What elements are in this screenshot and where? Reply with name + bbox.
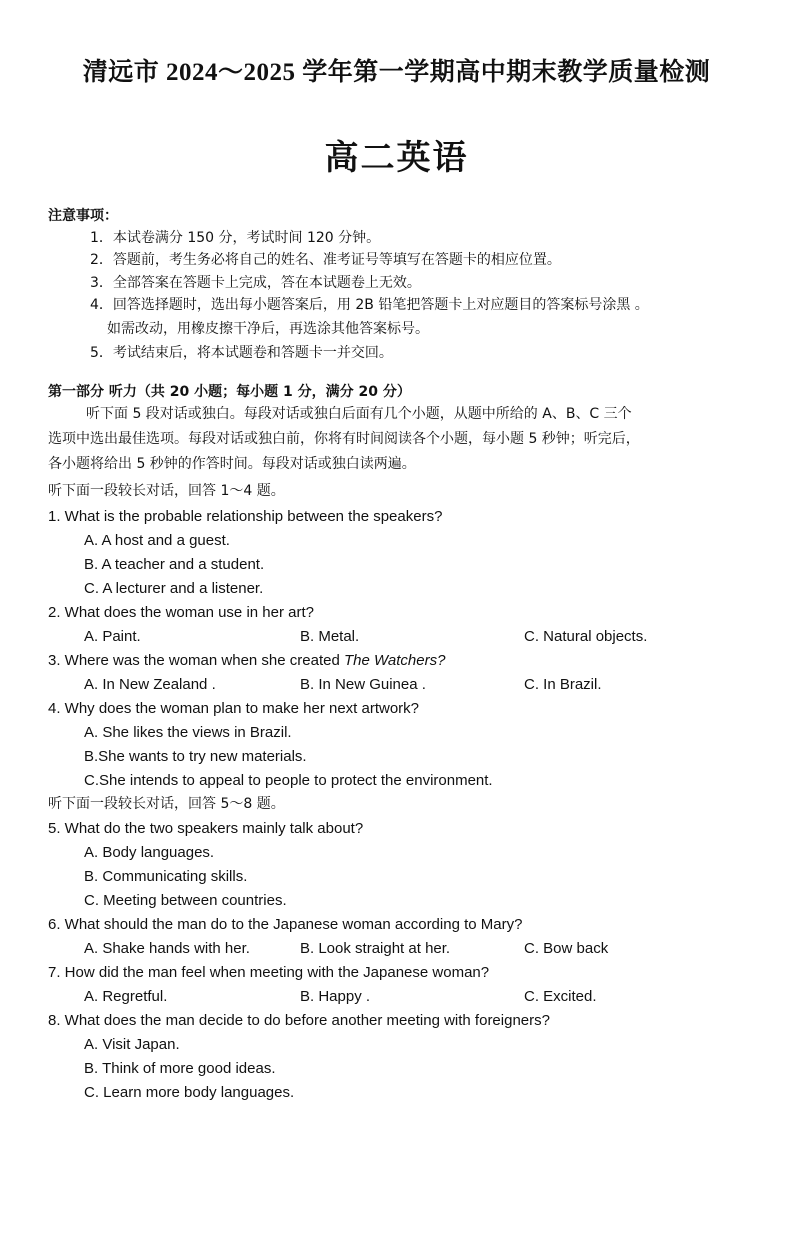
part1-instructions-line1: 听下面 5 段对话或独白。每段对话或独白后面有几个小题，从题中所给的 A、B、C 三个 <box>86 406 632 422</box>
question-6-stem: 6. What should the man do to the Japanese woman according to Mary? <box>48 916 523 933</box>
question-6-option-c: C. Bow back <box>524 940 609 957</box>
question-3-artwork-title: The Watchers? <box>344 652 446 669</box>
question-1-option-a: A. A host and a guest. <box>84 532 230 549</box>
question-3-option-c: C. In Brazil. <box>524 676 602 693</box>
part1-instructions-line2: 选项中选出最佳选项。每段对话或独白前，你将有时间阅读各个小题，每小题 5 秒钟；听完后， <box>48 431 640 447</box>
question-1-option-b: B. A teacher and a student. <box>84 556 265 573</box>
question-7-option-a: A. Regretful. <box>84 988 168 1005</box>
question-3-stem-text: 3. Where was the woman when she created <box>48 652 344 669</box>
notice-heading: 注意事项： <box>48 208 118 224</box>
question-5-option-c: C. Meeting between countries. <box>84 892 287 909</box>
question-4-option-a: A. She likes the views in Brazil. <box>84 724 292 741</box>
question-7-option-b: B. Happy . <box>300 988 371 1005</box>
notice-item-5: 5．考试结束后，将本试题卷和答题卡一并交回。 <box>90 345 393 361</box>
question-8-option-a: A. Visit Japan. <box>84 1036 180 1053</box>
notice-item-3: 3．全部答案在答题卡上完成，答在本试题卷上无效。 <box>90 275 421 291</box>
question-1-stem: 1. What is the probable relationship between the speakers? <box>48 508 443 525</box>
question-2-option-b: B. Metal. <box>300 628 360 645</box>
question-3-option-a: A. In New Zealand . <box>84 676 216 693</box>
question-7-option-c: C. Excited. <box>524 988 597 1005</box>
question-8-option-b: B. Think of more good ideas. <box>84 1060 276 1077</box>
question-5-option-b: B. Communicating skills. <box>84 868 248 885</box>
question-6-option-a: A. Shake hands with her. <box>84 940 250 957</box>
question-2-option-a: A. Paint. <box>84 628 141 645</box>
question-3-option-b: B. In New Guinea . <box>300 676 426 693</box>
question-5-option-a: A. Body languages. <box>84 844 215 861</box>
exam-title: 清远市 2024～2025 学年第一学期高中期末教学质量检测 <box>82 59 711 86</box>
notice-item-4: 4．回答选择题时，选出每小题答案后，用 2B 铅笔把答题卡上对应题目的答案标号涂黑 。 <box>90 297 649 313</box>
question-2-stem: 2. What does the woman use in her art? <box>48 604 314 621</box>
question-4-option-b: B.She wants to try new materials. <box>84 748 307 765</box>
question-3-stem <box>48 652 445 670</box>
question-4-option-c: C.She intends to appeal to people to protect the environment. <box>84 772 493 789</box>
notice-item-1: 1．本试卷满分 150 分，考试时间 120 分钟。 <box>90 230 381 246</box>
question-5-stem: 5. What do the two speakers mainly talk about? <box>48 820 364 837</box>
question-8-option-c: C. Learn more body languages. <box>84 1084 295 1101</box>
notice-item-4-cont: 如需改动，用橡皮擦干净后，再选涂其他答案标号。 <box>107 321 429 337</box>
part1-heading: 第一部分 听力（共 20 小题；每小题 1 分，满分 20 分） <box>48 384 411 400</box>
exam-subject: 高二英语 <box>324 140 469 177</box>
notice-item-2: 2．答题前，考生务必将自己的姓名、准考证号等填写在答题卡的相应位置。 <box>90 252 561 268</box>
question-4-stem: 4. Why does the woman plan to make her next artwork? <box>48 700 420 717</box>
part1-instructions-line3: 各小题将给出 5 秒钟的作答时间。每段对话或独白读两遍。 <box>48 456 416 472</box>
question-6-option-b: B. Look straight at her. <box>300 940 451 957</box>
question-1-option-c: C. A lecturer and a listener. <box>84 580 264 597</box>
question-2-option-c: C. Natural objects. <box>524 628 648 645</box>
section2-intro: 听下面一段较长对话，回答 5～8 题。 <box>48 796 285 812</box>
question-8-stem: 8. What does the man decide to do before another meeting with foreigners? <box>48 1012 550 1029</box>
question-7-stem: 7. How did the man feel when meeting with the Japanese woman? <box>48 964 490 981</box>
section1-intro: 听下面一段较长对话，回答 1～4 题。 <box>48 483 285 499</box>
